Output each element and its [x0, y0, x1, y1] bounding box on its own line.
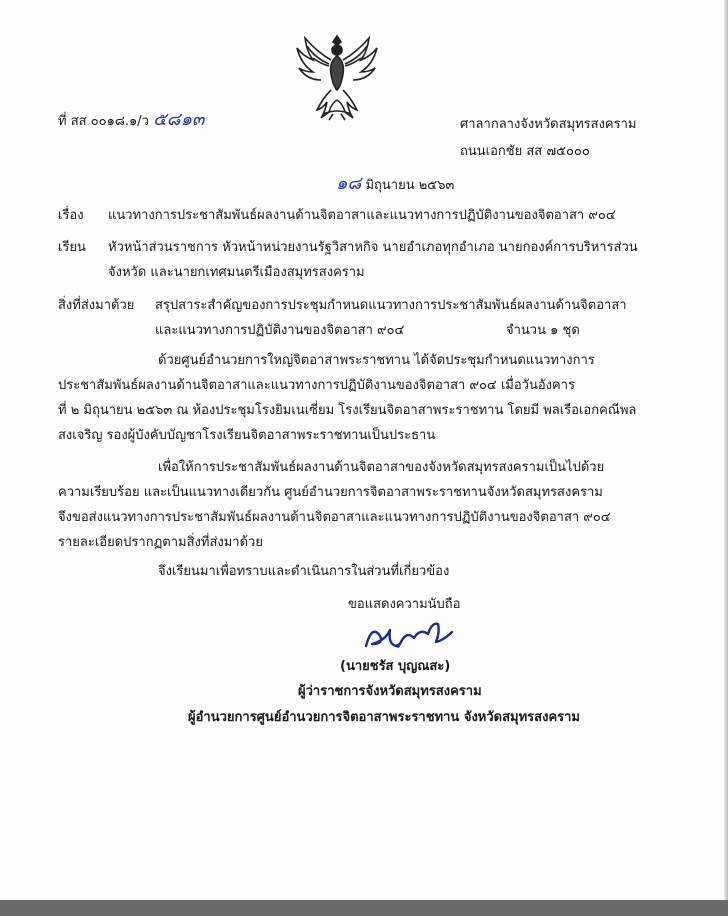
paragraph2-line: จึงขอส่งแนวทางการประชาสัมพันธ์ผลงานด้านจิตอาสาและแนวทางการปฏิบัติงานของจิตอาสา ๙๐๔: [58, 510, 611, 525]
date-month-year: มิถุนายน ๒๕๖๓: [365, 178, 455, 193]
subject-label: เรื่อง: [58, 208, 84, 223]
signature-image: [360, 616, 460, 656]
signer-position1: ผู้ว่าราชการจังหวัดสมุทรสงคราม: [298, 684, 482, 699]
date-day-handwritten: ๑๘: [336, 173, 362, 194]
enclosure-label: สิ่งที่ส่งมาด้วย: [58, 298, 135, 313]
reference-number: [58, 108, 204, 134]
paragraph1-line: ที่ ๒ มิถุนายน ๒๕๖๓ ณ ห้องประชุมโรงยิมเนเซี่ยม โรงเรียนจิตอาสาพระราชทาน โดยมี พลเรือเอกคณีพล: [58, 403, 637, 418]
subject-text: แนวทางการประชาสัมพันธ์ผลงานด้านจิตอาสาและแนวทางการปฏิบัติงานของจิตอาสา ๙๐๔: [108, 208, 616, 223]
enclosure-line2: และแนวทางการปฏิบัติงานของจิตอาสา ๙๐๔: [155, 323, 405, 338]
reference-prefix: ที่ สส ๐๐๑๘.๑/ว: [58, 114, 149, 129]
paragraph3-line: จึงเรียนมาเพื่อทราบและดำเนินการในส่วนที่เกี่ยวข้อง: [158, 564, 450, 579]
reference-handwritten-number: ๕๘๑๓: [153, 109, 205, 130]
enclosure-line1: สรุปสาระสำคัญของการประชุมกำหนดแนวทางการประชาสัมพันธ์ผลงานด้านจิตอาสา: [155, 298, 627, 313]
enclosure-quantity: จำนวน ๑ ชุด: [506, 323, 580, 338]
paragraph1-line: สงเจริญ รองผู้บังคับบัญชาโรงเรียนจิตอาสาพระราชทานเป็นประธาน: [58, 428, 436, 443]
recipient-line2: จังหวัด และนายกเทศมนตรีเมืองสมุทรสงคราม: [108, 265, 365, 280]
office-address-line1: ศาลากลางจังหวัดสมุทรสงคราม: [460, 117, 637, 132]
signer-position2: ผู้อำนวยการศูนย์อำนวยการจิตอาสาพระราชทาน จังหวัดสมุทรสงคราม: [188, 710, 580, 725]
office-address-line2: ถนนเอกชัย สส ๗๕๐๐๐: [460, 144, 590, 159]
paragraph1-line: ด้วยศูนย์อำนวยการใหญ่จิตอาสาพระราชทาน ได้จัดประชุมกำหนดแนวทางการ: [158, 353, 595, 368]
closing-regards: ขอแสดงความนับถือ: [348, 597, 461, 612]
page-edge-shadow: [724, 0, 728, 900]
recipient-label: เรียน: [58, 240, 86, 255]
paragraph2-line: ความเรียบร้อย และเป็นแนวทางเดียวกัน ศูนย์อำนวยการจิตอาสาพระราชทานจังหวัดสมุทรสงคราม: [58, 485, 603, 500]
document-date: [336, 172, 454, 198]
bottom-bar: [0, 900, 728, 916]
paragraph1-line: ประชาสัมพันธ์ผลงานด้านจิตอาสาและแนวทางการปฏิบัติงานของจิตอาสา ๙๐๔ เมื่อวันอังคาร: [58, 378, 575, 393]
recipient-line1: หัวหน้าส่วนราชการ หัวหน้าหน่วยงานรัฐวิสาหกิจ นายอำเภอทุกอำเภอ นายกองค์การบริหารส่วน: [108, 240, 638, 255]
paragraph2-line: รายละเอียดปรากฏตามสิ่งที่ส่งมาด้วย: [58, 535, 263, 550]
signer-name: (นายชรัส บุญณสะ): [340, 659, 451, 674]
paragraph2-line: เพื่อให้การประชาสัมพันธ์ผลงานด้านจิตอาสาของจังหวัดสมุทรสงครามเป็นไปด้วย: [158, 460, 605, 475]
garuda-emblem-icon: [293, 30, 381, 126]
